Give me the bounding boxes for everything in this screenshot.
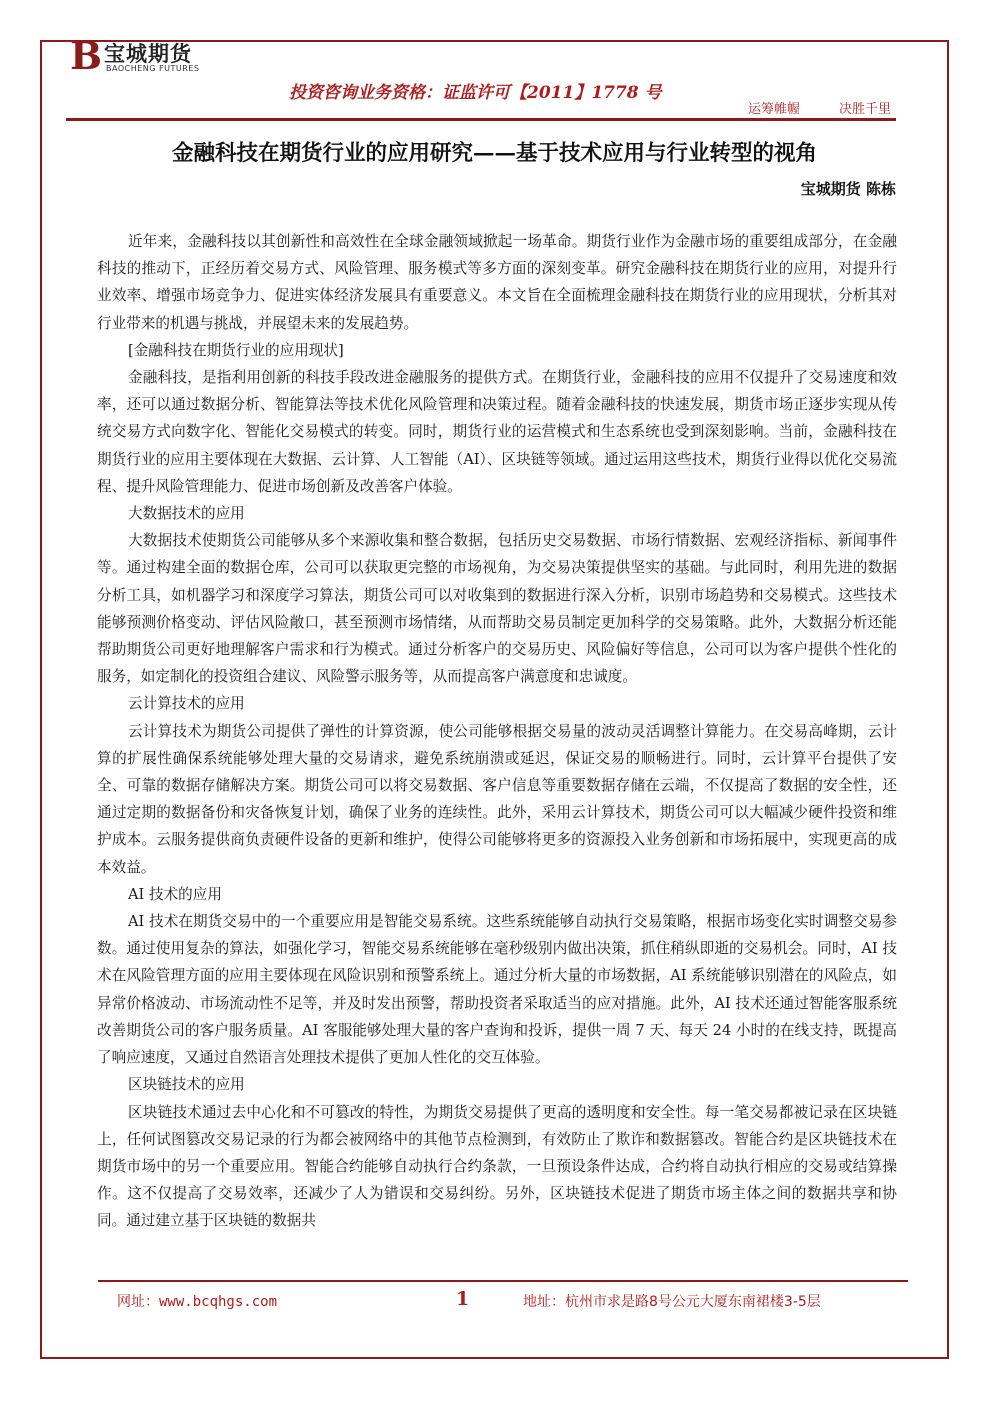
- paragraph: 大数据技术使期货公司能够从多个来源收集和整合数据，包括历史交易数据、市场行情数据、宏观经济指标、新闻事件等。通过构建全面的数据仓库，公司可以获取更完整的市场视角，为交易决策提供坚实的基础。与此同时，利用先进的数据分析工具，如机器学习和深度学习算法，期货公司可以对收集到的数据进行深入分析，识别市场趋势和交易模式。这些技术能够预测价格变动、评估风险敞口，甚至预测市场情绪，从而帮助交易员制定更加科学的交易策略。此外，大数据分析还能帮助期货公司更好地理解客户需求和行为模式。通过分析客户的交易历史、风险偏好等信息，公司可以为客户提供个性化的服务，如定制化的投资组合建议、风险警示服务等，从而提高客户满意度和忠诚度。: [97, 532, 897, 686]
- header-divider: [66, 118, 896, 121]
- license-text: 投资咨询业务资格：证监许可【2011】1778 号: [289, 83, 662, 103]
- logo-name: 宝城期货: [104, 41, 192, 66]
- section-heading: 区块链技术的应用: [128, 1076, 245, 1094]
- article-title: 金融科技在期货行业的应用研究——基于技术应用与行业转型的视角: [171, 141, 817, 166]
- section-heading: 大数据技术的应用: [128, 505, 245, 523]
- paragraph: 云计算技术为期货公司提供了弹性的计算资源，使公司能够根据交易量的波动灵活调整计算能力。在交易高峰期，云计算的扩展性确保系统能够处理大量的交易请求，避免系统崩溃或延迟，保证交易的顺畅进行。同时，云计算平台提供了安全、可靠的数据存储解决方案。期货公司可以将交易数据、客户信息等重要数据存储在云端，不仅提高了数据的安全性，还通过定期的数据备份和灾备恢复计划，确保了业务的连续性。此外，采用云计算技术，期货公司可以大幅减少硬件投资和维护成本。云服务提供商负责硬件设备的更新和维护，使得公司能够将更多的资源投入业务创新和市场拓展中，实现更高的成本效益。: [97, 722, 897, 876]
- paragraph: 近年来，金融科技以其创新性和高效性在全球金融领域掀起一场革命。期货行业作为金融市场的重要组成部分，在金融科技的推动下，正经历着交易方式、风险管理、服务模式等多方面的深刻变革。研究金融科技在期货行业的应用，对提升行业效率、增强市场竞争力、促进实体经济发展具有重要意义。本文旨在全面梳理金融科技在期货行业的应用现状，分析其对行业带来的机遇与挑战，并展望未来的发展趋势。: [97, 233, 897, 332]
- slogan-left: 运筹帷幄: [748, 102, 801, 117]
- company-logo: [66, 33, 236, 78]
- slogan-right: 决胜千里: [839, 102, 892, 117]
- logo-english-name: BAOCHENG FUTURES: [106, 64, 200, 73]
- logo-mark-icon: B: [69, 33, 103, 78]
- paragraph: 区块链技术通过去中心化和不可篡改的特性，为期货交易提供了更高的透明度和安全性。每一笔交易都被记录在区块链上，任何试图篡改交易记录的行为都会被网络中的其他节点检测到，有效防止了欺诈和数据篡改。智能合约是区块链技术在期货市场中的另一个重要应用。智能合约能够自动执行合约条款，一旦预设条件达成，合约将自动执行相应的交易或结算操作。这不仅提高了交易效率，还减少了人为错误和交易纠纷。另外，区块链技术促进了期货市场主体之间的数据共享和协同。通过建立基于区块链的数据共: [97, 1103, 897, 1230]
- section-heading: [金融科技在期货行业的应用现状]: [128, 341, 344, 359]
- footer-address: 地址：杭州市求是路8号公元大厦东南裙楼3-5层: [523, 1294, 821, 1310]
- footer-divider: [98, 1280, 908, 1282]
- footer-website[interactable]: 网址：www.bcqhgs.com: [117, 1294, 278, 1310]
- paragraph: AI 技术在期货交易中的一个重要应用是智能交易系统。这些系统能够自动执行交易策略，根据市场变化实时调整交易参数。通过使用复杂的算法，如强化学习，智能交易系统能够在毫秒级别内做出决策，抓住稍纵即逝的交易机会。同时，AI 技术在风险管理方面的应用主要体现在风险识别和预警系统上。通过分析大量的市场数据，AI 系统能够识别潜在的风险点，如异常价格波动、市场流动性不足等，并及时发出预警，帮助投资者采取适当的应对措施。此外，AI 技术还通过智能客服系统改善期货公司的客户服务质量。AI 客服能够处理大量的客户查询和投诉，提供一周 7 天、每天 24 小时的在线支持，既提高了响应速度，又通过自然语言处理技术提供了更加人性化的交互体验。: [97, 913, 897, 1067]
- section-heading: 云计算技术的应用: [128, 695, 245, 713]
- page-number: 1: [456, 1288, 470, 1310]
- article-body: [97, 228, 897, 1235]
- paragraph: 金融科技，是指利用创新的科技手段改进金融服务的提供方式。在期货行业，金融科技的应用不仅提升了交易速度和效率，还可以通过数据分析、智能算法等技术优化风险管理和决策过程。随着金融科技的快速发展，期货市场正逐步实现从传统交易方式向数字化、智能化交易模式的转变。同时，期货行业的运营模式和生态系统也受到深刻影响。当前，金融科技在期货行业的应用主要体现在大数据、云计算、人工智能（AI）、区块链等领域。通过运用这些技术，期货行业得以优化交易流程、提升风险管理能力、促进市场创新及改善客户体验。: [97, 369, 897, 495]
- article-author: 宝城期货 陈栋: [800, 180, 896, 198]
- section-heading: AI 技术的应用: [128, 885, 222, 903]
